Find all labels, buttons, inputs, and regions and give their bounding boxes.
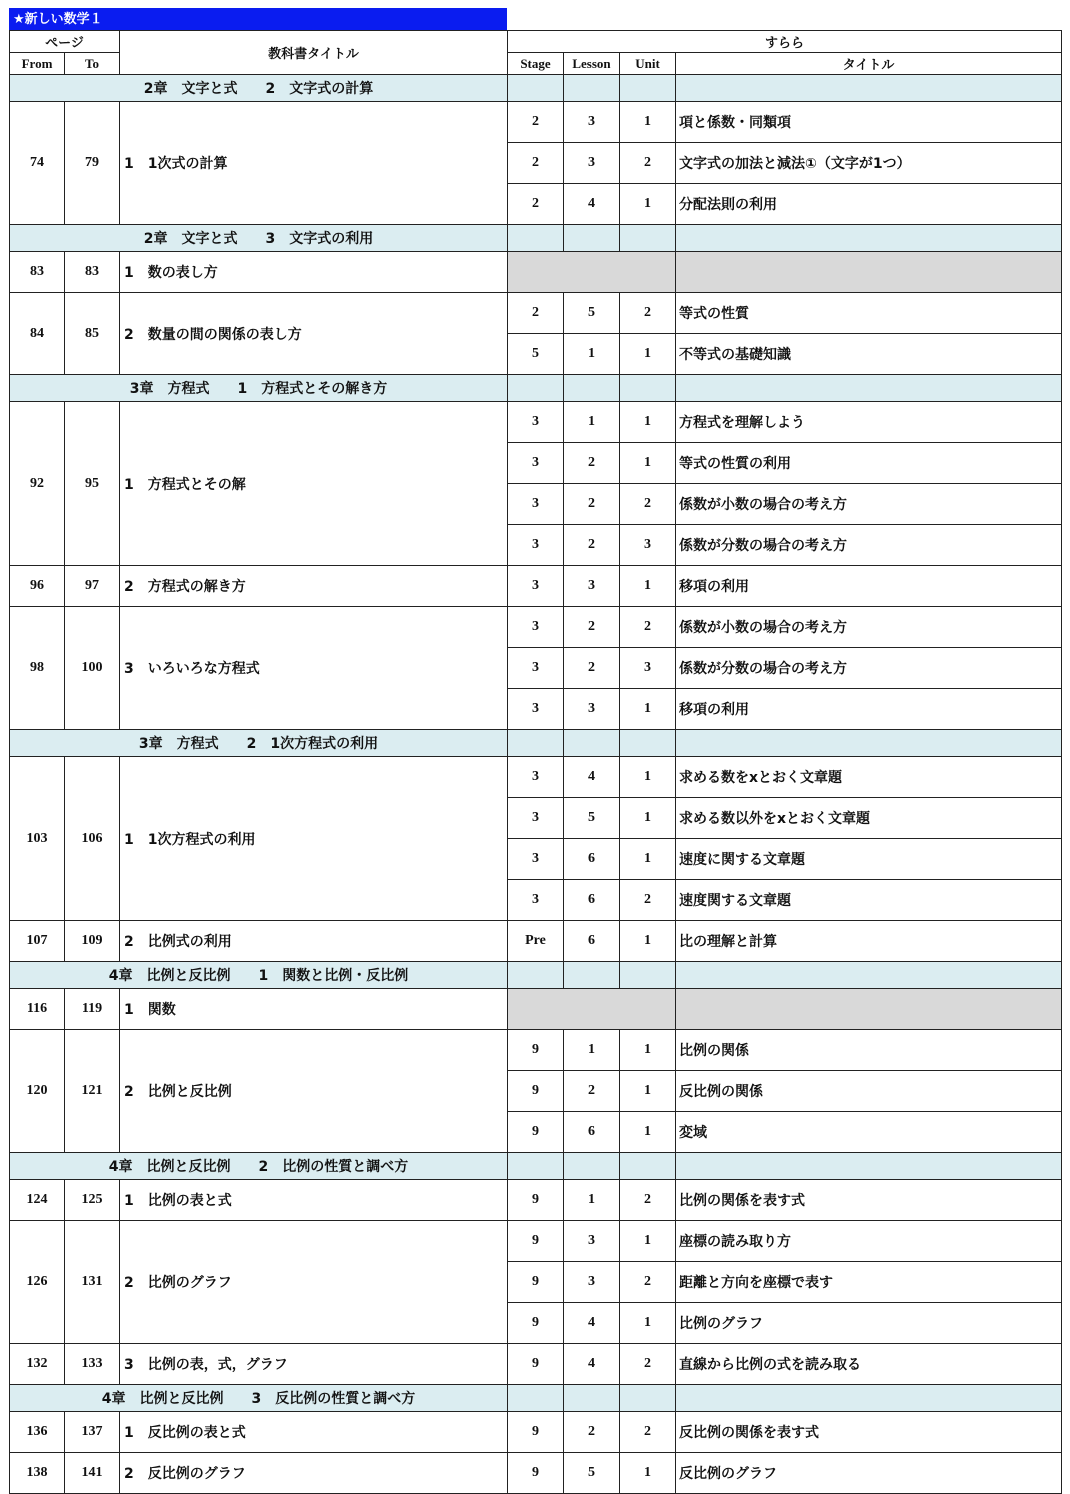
lesson-cell: 4 bbox=[564, 1303, 620, 1344]
unit-cell: 1 bbox=[620, 1453, 676, 1494]
header-page: ページ bbox=[10, 31, 120, 53]
lesson-cell: 5 bbox=[564, 293, 620, 334]
surara-title: 係数が分数の場合の考え方 bbox=[676, 525, 1062, 566]
section-blank-cell bbox=[676, 375, 1062, 402]
page-to: 83 bbox=[65, 252, 120, 293]
surara-title: 距離と方向を座標で表す bbox=[676, 1262, 1062, 1303]
page-from: 124 bbox=[10, 1180, 65, 1221]
stage-cell: 9 bbox=[508, 1071, 564, 1112]
surara-title: 反比例のグラフ bbox=[676, 1453, 1062, 1494]
surara-title: 比例のグラフ bbox=[676, 1303, 1062, 1344]
page-from: 92 bbox=[10, 402, 65, 566]
stage-cell: 3 bbox=[508, 607, 564, 648]
textbook-title: 2 比例と反比例 bbox=[120, 1030, 508, 1153]
page-to: 121 bbox=[65, 1030, 120, 1153]
lesson-cell: 5 bbox=[564, 1453, 620, 1494]
surara-title: 等式の性質の利用 bbox=[676, 443, 1062, 484]
section-row bbox=[10, 75, 1062, 102]
section-blank-cell bbox=[620, 1153, 676, 1180]
stage-cell: 2 bbox=[508, 293, 564, 334]
page-to: 131 bbox=[65, 1221, 120, 1344]
unit-cell: 1 bbox=[620, 839, 676, 880]
stage-cell: 3 bbox=[508, 443, 564, 484]
stage-cell: 9 bbox=[508, 1412, 564, 1453]
page-from: 116 bbox=[10, 989, 65, 1030]
unit-cell: 2 bbox=[620, 1180, 676, 1221]
section-heading: 4章 比例と反比例 1 関数と比例・反比例 bbox=[10, 962, 508, 989]
section-blank-cell bbox=[564, 1153, 620, 1180]
unit-cell: 1 bbox=[620, 1071, 676, 1112]
page-to: 106 bbox=[65, 757, 120, 921]
table-row bbox=[10, 402, 1062, 443]
table-row bbox=[10, 102, 1062, 143]
header-to: To bbox=[65, 53, 120, 75]
surara-title: 項と係数・同類項 bbox=[676, 102, 1062, 143]
section-blank-cell bbox=[620, 962, 676, 989]
page-to: 119 bbox=[65, 989, 120, 1030]
unit-cell: 1 bbox=[620, 1221, 676, 1262]
lesson-cell: 3 bbox=[564, 566, 620, 607]
stage-cell: 3 bbox=[508, 402, 564, 443]
surara-title: 直線から比例の式を読み取る bbox=[676, 1344, 1062, 1385]
stage-cell: 9 bbox=[508, 1180, 564, 1221]
section-blank-cell bbox=[676, 1153, 1062, 1180]
surara-title: 係数が小数の場合の考え方 bbox=[676, 607, 1062, 648]
lesson-cell: 2 bbox=[564, 443, 620, 484]
table-row bbox=[10, 921, 1062, 962]
empty-surara-cell bbox=[508, 989, 676, 1030]
section-row bbox=[10, 225, 1062, 252]
unit-cell: 2 bbox=[620, 607, 676, 648]
page-to: 141 bbox=[65, 1453, 120, 1494]
lesson-cell: 6 bbox=[564, 839, 620, 880]
section-heading: 3章 方程式 1 方程式とその解き方 bbox=[10, 375, 508, 402]
textbook-title: 1 関数 bbox=[120, 989, 508, 1030]
page-from: 126 bbox=[10, 1221, 65, 1344]
empty-surara-cell bbox=[508, 252, 676, 293]
lesson-cell: 6 bbox=[564, 921, 620, 962]
page-to: 133 bbox=[65, 1344, 120, 1385]
unit-cell: 1 bbox=[620, 334, 676, 375]
textbook-title: 1 反比例の表と式 bbox=[120, 1412, 508, 1453]
section-blank-cell bbox=[620, 375, 676, 402]
unit-cell: 1 bbox=[620, 184, 676, 225]
page-banner: ★新しい数学１ bbox=[9, 8, 507, 30]
stage-cell: 3 bbox=[508, 757, 564, 798]
textbook-title: 1 数の表し方 bbox=[120, 252, 508, 293]
section-blank-cell bbox=[508, 225, 564, 252]
lesson-cell: 3 bbox=[564, 1221, 620, 1262]
textbook-title: 2 方程式の解き方 bbox=[120, 566, 508, 607]
surara-title: 速度関する文章題 bbox=[676, 880, 1062, 921]
section-blank-cell bbox=[676, 962, 1062, 989]
lesson-cell: 4 bbox=[564, 757, 620, 798]
unit-cell: 1 bbox=[620, 757, 676, 798]
section-heading: 2章 文字と式 2 文字式の計算 bbox=[10, 75, 508, 102]
lesson-cell: 3 bbox=[564, 1262, 620, 1303]
section-blank-cell bbox=[676, 730, 1062, 757]
unit-cell: 2 bbox=[620, 1262, 676, 1303]
table-row bbox=[10, 1412, 1062, 1453]
lesson-cell: 2 bbox=[564, 648, 620, 689]
section-blank-cell bbox=[508, 1153, 564, 1180]
stage-cell: 9 bbox=[508, 1221, 564, 1262]
table-row bbox=[10, 1453, 1062, 1494]
unit-cell: 1 bbox=[620, 1303, 676, 1344]
section-blank-cell bbox=[508, 375, 564, 402]
surara-title: 比の理解と計算 bbox=[676, 921, 1062, 962]
section-row bbox=[10, 375, 1062, 402]
page-from: 107 bbox=[10, 921, 65, 962]
section-blank-cell bbox=[564, 225, 620, 252]
stage-cell: 3 bbox=[508, 839, 564, 880]
header-lesson: Lesson bbox=[564, 53, 620, 75]
stage-cell: 5 bbox=[508, 334, 564, 375]
lesson-cell: 6 bbox=[564, 1112, 620, 1153]
textbook-title: 1 方程式とその解 bbox=[120, 402, 508, 566]
stage-cell: 3 bbox=[508, 648, 564, 689]
table-row bbox=[10, 989, 1062, 1030]
unit-cell: 1 bbox=[620, 102, 676, 143]
page-from: 132 bbox=[10, 1344, 65, 1385]
page-to: 85 bbox=[65, 293, 120, 375]
lesson-cell: 3 bbox=[564, 689, 620, 730]
lesson-cell: 4 bbox=[564, 184, 620, 225]
unit-cell: 2 bbox=[620, 293, 676, 334]
surara-title: 文字式の加法と減法①（文字が1つ） bbox=[676, 143, 1062, 184]
unit-cell: 1 bbox=[620, 566, 676, 607]
header-stage: Stage bbox=[508, 53, 564, 75]
textbook-title: 1 1次式の計算 bbox=[120, 102, 508, 225]
unit-cell: 2 bbox=[620, 1412, 676, 1453]
empty-surara-title bbox=[676, 252, 1062, 293]
surara-title: 移項の利用 bbox=[676, 566, 1062, 607]
table-row bbox=[10, 1180, 1062, 1221]
page-from: 103 bbox=[10, 757, 65, 921]
table-row bbox=[10, 293, 1062, 334]
lesson-cell: 4 bbox=[564, 1344, 620, 1385]
header-surara: すらら bbox=[508, 31, 1062, 53]
stage-cell: 3 bbox=[508, 566, 564, 607]
stage-cell: 2 bbox=[508, 143, 564, 184]
lesson-cell: 1 bbox=[564, 1180, 620, 1221]
unit-cell: 2 bbox=[620, 143, 676, 184]
table-row bbox=[10, 757, 1062, 798]
section-blank-cell bbox=[508, 1385, 564, 1412]
stage-cell: 3 bbox=[508, 484, 564, 525]
header-textbook-title: 教科書タイトル bbox=[120, 31, 508, 75]
section-row bbox=[10, 1153, 1062, 1180]
page-from: 138 bbox=[10, 1453, 65, 1494]
surara-title: 反比例の関係を表す式 bbox=[676, 1412, 1062, 1453]
surara-title: 変域 bbox=[676, 1112, 1062, 1153]
stage-cell: 2 bbox=[508, 184, 564, 225]
stage-cell: 9 bbox=[508, 1453, 564, 1494]
page-from: 83 bbox=[10, 252, 65, 293]
page-from: 96 bbox=[10, 566, 65, 607]
section-blank-cell bbox=[620, 730, 676, 757]
stage-cell: 9 bbox=[508, 1344, 564, 1385]
surara-title: 求める数以外をxとおく文章題 bbox=[676, 798, 1062, 839]
section-blank-cell bbox=[676, 1385, 1062, 1412]
textbook-title: 1 比例の表と式 bbox=[120, 1180, 508, 1221]
section-row bbox=[10, 1385, 1062, 1412]
page-to: 79 bbox=[65, 102, 120, 225]
unit-cell: 2 bbox=[620, 484, 676, 525]
textbook-title: 3 比例の表，式，グラフ bbox=[120, 1344, 508, 1385]
unit-cell: 1 bbox=[620, 1112, 676, 1153]
section-row bbox=[10, 962, 1062, 989]
section-blank-cell bbox=[564, 962, 620, 989]
section-blank-cell bbox=[564, 1385, 620, 1412]
textbook-title: 2 比例式の利用 bbox=[120, 921, 508, 962]
section-heading: 4章 比例と反比例 2 比例の性質と調べ方 bbox=[10, 1153, 508, 1180]
lesson-cell: 2 bbox=[564, 484, 620, 525]
unit-cell: 3 bbox=[620, 525, 676, 566]
table-row bbox=[10, 566, 1062, 607]
unit-cell: 3 bbox=[620, 648, 676, 689]
page-to: 95 bbox=[65, 402, 120, 566]
stage-cell: 3 bbox=[508, 525, 564, 566]
surara-title: 分配法則の利用 bbox=[676, 184, 1062, 225]
surara-title: 求める数をxとおく文章題 bbox=[676, 757, 1062, 798]
surara-title: 比例の関係を表す式 bbox=[676, 1180, 1062, 1221]
section-blank-cell bbox=[508, 730, 564, 757]
section-blank-cell bbox=[620, 1385, 676, 1412]
page-from: 120 bbox=[10, 1030, 65, 1153]
unit-cell: 2 bbox=[620, 1344, 676, 1385]
textbook-title: 1 1次方程式の利用 bbox=[120, 757, 508, 921]
surara-title: 比例の関係 bbox=[676, 1030, 1062, 1071]
surara-title: 係数が小数の場合の考え方 bbox=[676, 484, 1062, 525]
section-blank-cell bbox=[676, 75, 1062, 102]
section-row bbox=[10, 730, 1062, 757]
section-blank-cell bbox=[508, 75, 564, 102]
page-to: 109 bbox=[65, 921, 120, 962]
lesson-cell: 6 bbox=[564, 880, 620, 921]
header-title: タイトル bbox=[676, 53, 1062, 75]
lesson-cell: 5 bbox=[564, 798, 620, 839]
unit-cell: 2 bbox=[620, 880, 676, 921]
unit-cell: 1 bbox=[620, 689, 676, 730]
lesson-cell: 1 bbox=[564, 1030, 620, 1071]
lesson-cell: 3 bbox=[564, 143, 620, 184]
unit-cell: 1 bbox=[620, 798, 676, 839]
stage-cell: 3 bbox=[508, 798, 564, 839]
unit-cell: 1 bbox=[620, 402, 676, 443]
page-to: 100 bbox=[65, 607, 120, 730]
section-blank-cell bbox=[508, 962, 564, 989]
surara-title: 反比例の関係 bbox=[676, 1071, 1062, 1112]
textbook-title: 3 いろいろな方程式 bbox=[120, 607, 508, 730]
surara-title: 不等式の基礎知識 bbox=[676, 334, 1062, 375]
surara-title: 移項の利用 bbox=[676, 689, 1062, 730]
empty-surara-title bbox=[676, 989, 1062, 1030]
surara-title: 方程式を理解しよう bbox=[676, 402, 1062, 443]
page-from: 84 bbox=[10, 293, 65, 375]
stage-cell: 9 bbox=[508, 1303, 564, 1344]
textbook-title: 2 比例のグラフ bbox=[120, 1221, 508, 1344]
stage-cell: 2 bbox=[508, 102, 564, 143]
stage-cell: Pre bbox=[508, 921, 564, 962]
section-blank-cell bbox=[564, 375, 620, 402]
lesson-cell: 1 bbox=[564, 334, 620, 375]
surara-title: 係数が分数の場合の考え方 bbox=[676, 648, 1062, 689]
section-heading: 4章 比例と反比例 3 反比例の性質と調べ方 bbox=[10, 1385, 508, 1412]
section-blank-cell bbox=[564, 75, 620, 102]
header-from: From bbox=[10, 53, 65, 75]
surara-title: 座標の読み取り方 bbox=[676, 1221, 1062, 1262]
unit-cell: 1 bbox=[620, 443, 676, 484]
lesson-cell: 2 bbox=[564, 607, 620, 648]
page-from: 74 bbox=[10, 102, 65, 225]
lesson-cell: 2 bbox=[564, 525, 620, 566]
stage-cell: 3 bbox=[508, 689, 564, 730]
page-to: 125 bbox=[65, 1180, 120, 1221]
unit-cell: 1 bbox=[620, 1030, 676, 1071]
page-from: 98 bbox=[10, 607, 65, 730]
page-to: 137 bbox=[65, 1412, 120, 1453]
section-heading: 2章 文字と式 3 文字式の利用 bbox=[10, 225, 508, 252]
surara-title: 速度に関する文章題 bbox=[676, 839, 1062, 880]
section-blank-cell bbox=[676, 225, 1062, 252]
lesson-cell: 2 bbox=[564, 1071, 620, 1112]
stage-cell: 9 bbox=[508, 1262, 564, 1303]
textbook-title: 2 反比例のグラフ bbox=[120, 1453, 508, 1494]
section-blank-cell bbox=[564, 730, 620, 757]
lesson-cell: 3 bbox=[564, 102, 620, 143]
page-to: 97 bbox=[65, 566, 120, 607]
section-blank-cell bbox=[620, 225, 676, 252]
table-row bbox=[10, 1030, 1062, 1071]
table-row bbox=[10, 1221, 1062, 1262]
lesson-cell: 1 bbox=[564, 402, 620, 443]
stage-cell: 3 bbox=[508, 880, 564, 921]
section-heading: 3章 方程式 2 1次方程式の利用 bbox=[10, 730, 508, 757]
header-unit: Unit bbox=[620, 53, 676, 75]
section-blank-cell bbox=[620, 75, 676, 102]
lesson-cell: 2 bbox=[564, 1412, 620, 1453]
textbook-title: 2 数量の間の関係の表し方 bbox=[120, 293, 508, 375]
unit-cell: 1 bbox=[620, 921, 676, 962]
table-row bbox=[10, 1344, 1062, 1385]
stage-cell: 9 bbox=[508, 1030, 564, 1071]
table-row bbox=[10, 607, 1062, 648]
header-row-1 bbox=[10, 31, 1062, 53]
curriculum-table bbox=[9, 30, 1062, 1494]
surara-title: 等式の性質 bbox=[676, 293, 1062, 334]
table-row bbox=[10, 252, 1062, 293]
stage-cell: 9 bbox=[508, 1112, 564, 1153]
page-from: 136 bbox=[10, 1412, 65, 1453]
